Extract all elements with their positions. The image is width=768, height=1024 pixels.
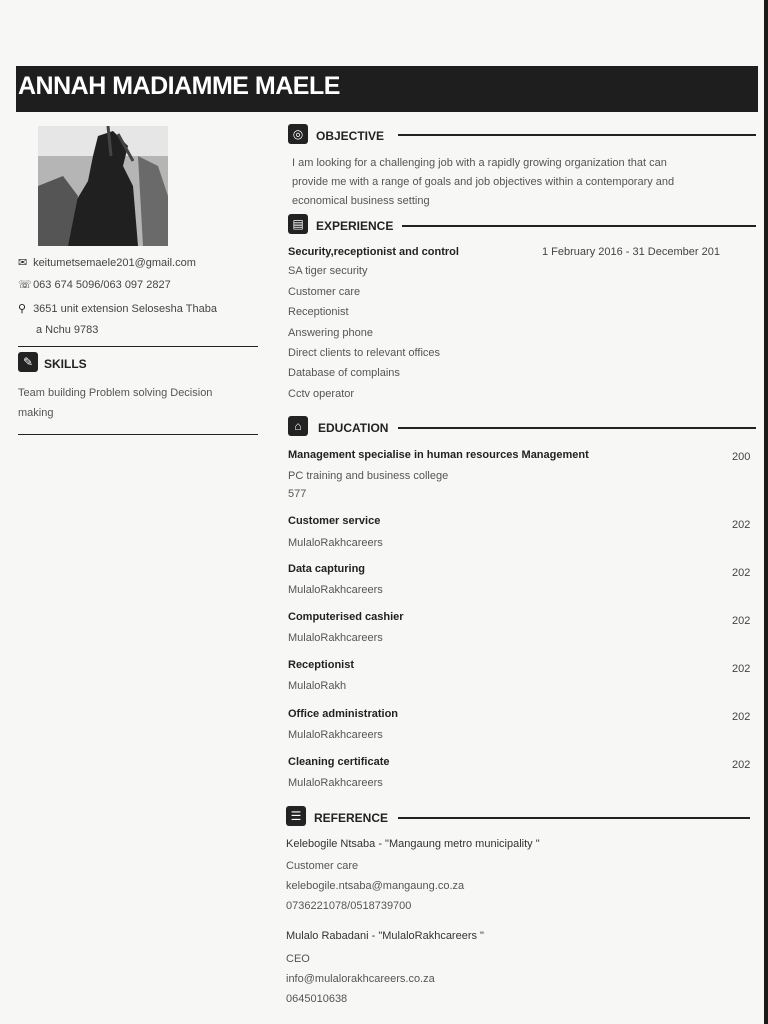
education-year: 202 [732, 615, 751, 627]
experience-item: Database of complains [288, 367, 400, 379]
education-year: 202 [732, 567, 751, 579]
education-extra: 577 [288, 488, 307, 500]
experience-rule [402, 225, 756, 227]
objective-line-1: I am looking for a challenging job with a rapidly growing organization that can [292, 157, 667, 169]
education-course: Receptionist [288, 659, 355, 671]
contact-address-line2: a Nchu 9783 [36, 324, 99, 336]
reference-role: CEO [286, 953, 310, 965]
education-year: 202 [732, 663, 751, 675]
phone-icon: ☏ [18, 279, 32, 291]
skills-text-line2: making [18, 407, 54, 419]
reference-rule [398, 817, 750, 819]
education-school: MulaloRakh [288, 680, 347, 692]
education-school: MulaloRakhcareers [288, 729, 383, 741]
contact-divider [18, 346, 258, 347]
education-year: 202 [732, 759, 751, 771]
education-school: MulaloRakhcareers [288, 584, 383, 596]
profile-photo-image [38, 126, 168, 246]
objective-icon: ◎ [288, 124, 308, 144]
education-course: Management specialise in human resources Management [288, 449, 589, 461]
candidate-name: ANNAH MADIAMME MAELE [18, 72, 340, 100]
education-year: 200 [732, 451, 751, 463]
contact-address: ⚲ 3651 unit extension Selosesha Thaba [18, 303, 217, 315]
experience-item: Receptionist [288, 306, 349, 318]
reference-icon: ☰ [286, 806, 306, 826]
reference-phone: 0645010638 [286, 993, 348, 1005]
experience-item: Direct clients to relevant offices [288, 347, 441, 359]
education-course: Cleaning certificate [288, 756, 390, 768]
objective-title: OBJECTIVE [316, 129, 385, 143]
profile-photo [38, 126, 168, 246]
graduation-cap-icon: ⌂ [288, 416, 308, 436]
education-course: Data capturing [288, 563, 366, 575]
experience-item: SA tiger security [288, 265, 368, 277]
experience-title: EXPERIENCE [316, 219, 394, 233]
experience-role: Security,receptionist and control [288, 246, 459, 258]
skills-divider [18, 434, 258, 435]
skills-icon: ✎ [18, 352, 38, 372]
education-course: Office administration [288, 708, 399, 720]
envelope-icon: ✉ [18, 257, 28, 269]
education-school: MulaloRakhcareers [288, 632, 383, 644]
education-year: 202 [732, 711, 751, 723]
education-school: MulaloRakhcareers [288, 537, 383, 549]
reference-title: REFERENCE [314, 811, 389, 825]
reference-email: kelebogile.ntsaba@mangaung.co.za [286, 880, 465, 892]
name-banner [16, 66, 758, 112]
page-edge [764, 0, 768, 1024]
reference-name: Mulalo Rabadani - "MulaloRakhcareers " [286, 930, 484, 942]
reference-name: Kelebogile Ntsaba - "Mangaung metro municipality " [286, 838, 540, 850]
contact-email: ✉ keitumetsemaele201@gmail.com [18, 257, 196, 269]
reference-phone: 0736221078/0518739700 [286, 900, 412, 912]
objective-rule [398, 134, 756, 136]
objective-line-3: economical business setting [292, 195, 430, 207]
education-title: EDUCATION [318, 421, 389, 435]
education-school: PC training and business college [288, 470, 449, 482]
experience-item: Cctv operator [288, 388, 355, 400]
skills-text: Team building Problem solving Decision [18, 387, 213, 399]
education-year: 202 [732, 519, 751, 531]
reference-email: info@mulalorakhcareers.co.za [286, 973, 435, 985]
experience-item: Customer care [288, 286, 361, 298]
reference-role: Customer care [286, 860, 359, 872]
education-school: MulaloRakhcareers [288, 777, 383, 789]
objective-line-2: provide me with a range of goals and job objectives within a contemporary and [292, 176, 675, 188]
skills-title: SKILLS [44, 357, 87, 371]
experience-item: Answering phone [288, 327, 374, 339]
location-pin-icon: ⚲ [18, 303, 27, 315]
education-course: Computerised cashier [288, 611, 404, 623]
contact-phone: ☏ 063 674 5096/063 097 2827 [18, 279, 171, 291]
education-course: Customer service [288, 515, 381, 527]
experience-dates: 1 February 2016 - 31 December 201 [542, 246, 720, 258]
briefcase-icon: ▤ [288, 214, 308, 234]
education-rule [398, 427, 756, 429]
